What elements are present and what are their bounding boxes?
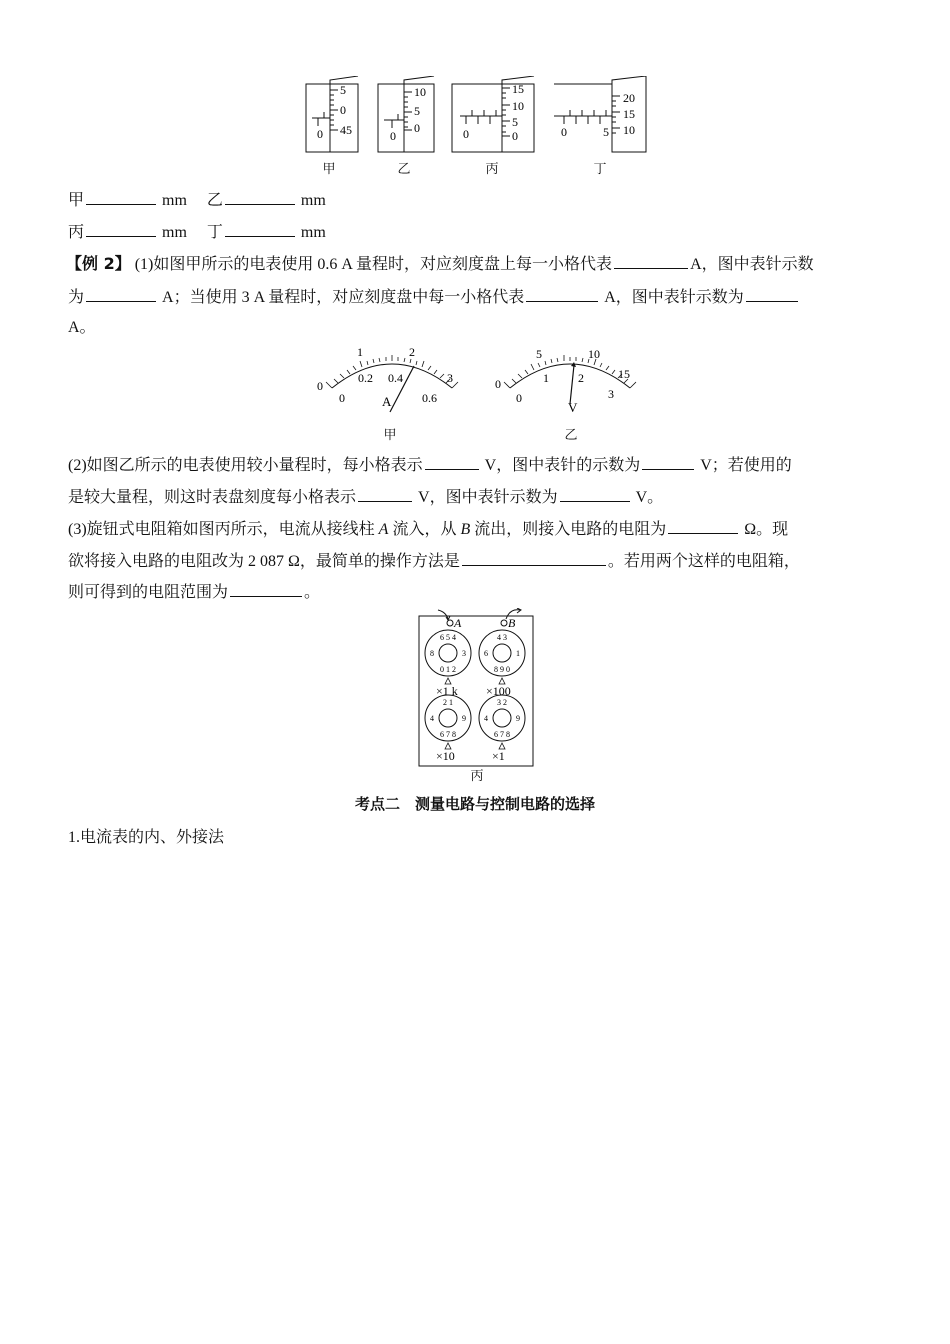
voltmeter-dial (495, 347, 636, 415)
bing-thimble-0: 15 (512, 82, 524, 96)
svg-text:0 1 2: 0 1 2 (440, 665, 456, 674)
q1-text-c: 为 (68, 289, 85, 306)
caption-bing: 丙 (485, 161, 499, 176)
dial-x1[interactable] (479, 695, 525, 741)
svg-text:9: 9 (516, 714, 520, 723)
blank-q1-per-division-06[interactable] (614, 254, 688, 269)
unit-ding: mm (300, 224, 326, 241)
q1-text-a: (1)如图甲所示的电表使用 0.6 A 量程时，对应刻度盘上每一小格代表 (134, 256, 613, 273)
jia-thimble-2: 45 (340, 123, 352, 137)
q3-text-b: 流入，从 (392, 521, 457, 538)
bing-thimble-3: 0 (512, 129, 518, 143)
q2-text-a: (2)如图乙所示的电表使用较小量程时，每小格表示 (68, 457, 423, 474)
bing-thimble-2: 5 (512, 115, 518, 129)
svg-text:6 7 8: 6 7 8 (494, 730, 510, 739)
meter-figures (312, 340, 652, 442)
svg-text:3: 3 (462, 649, 466, 658)
terminal-b-label: B (508, 616, 516, 630)
svg-text:6: 6 (484, 649, 488, 658)
q2-text-b: V，图中表针的示数为 (484, 457, 641, 474)
q3-text-d: Ω。现 (744, 521, 789, 538)
ding-main-0: 0 (561, 125, 567, 139)
q2-text-d: 是较大量程，则这时表盘刻度每小格表示 (68, 489, 357, 506)
q1-text-d: A；当使用 3 A 量程时，对应刻度盘中每一小格代表 (162, 289, 525, 306)
ammeter-upper-0: 0 (317, 379, 323, 393)
ding-thimble-0: 20 (623, 91, 635, 105)
caption-jia: 甲 (322, 161, 336, 176)
q1-text-b: A，图中表针示数 (690, 256, 814, 273)
answer-row-1 (68, 190, 326, 211)
multiplier-x1: ×1 (492, 749, 505, 763)
item-1: 1.电流表的内、外接法 (68, 829, 225, 846)
section-heading: 考点二 测量电路与控制电路的选择 (354, 795, 595, 813)
ammeter-lower-2: 0.4 (388, 371, 403, 385)
ammeter-upper-1: 1 (357, 345, 363, 359)
blank-q2-per-division-large[interactable] (358, 487, 412, 502)
q3-line-3 (68, 582, 320, 603)
voltmeter-lower-3: 3 (608, 387, 614, 401)
ammeter-lower-3: 0.6 (422, 391, 437, 405)
yi-thimble-1: 5 (414, 104, 420, 118)
micrometer-jia (306, 76, 358, 152)
terminal-a-label: A (454, 616, 462, 630)
q3-text-h: 。 (304, 584, 321, 601)
multiplier-x10: ×10 (436, 749, 455, 763)
voltmeter-upper-0: 0 (495, 377, 501, 391)
blank-q3-method[interactable] (462, 551, 606, 566)
bing-main-zero: 0 (463, 127, 469, 141)
svg-text:3 2: 3 2 (497, 698, 507, 707)
unit-bing: mm (162, 224, 187, 241)
ammeter-upper-3: 3 (447, 371, 453, 385)
voltmeter-lower-0: 0 (516, 391, 522, 405)
svg-text:8 9 0: 8 9 0 (494, 665, 510, 674)
multiplier-x100: ×100 (486, 684, 511, 698)
example-tag: 【例 2】 (66, 254, 131, 273)
q3-text-c: 流出，则接入电路的电阻为 (474, 521, 667, 538)
q1-line-2 (68, 287, 800, 308)
dial-x10[interactable] (425, 695, 471, 741)
blank-q3-range[interactable] (230, 582, 302, 597)
q1-text-e: A，图中表针示数为 (604, 289, 744, 306)
voltmeter-lower-2: 2 (578, 371, 584, 385)
micrometer-yi (378, 76, 434, 152)
voltmeter-upper-3: 15 (618, 367, 630, 381)
q3-line-2 (68, 551, 800, 572)
blank-q3-resistance[interactable] (668, 519, 738, 534)
q3-text-a: (3)旋钮式电阻箱如图丙所示，电流从接线柱 (68, 521, 375, 538)
svg-text:4 3: 4 3 (497, 633, 507, 642)
micrometer-bing (452, 76, 534, 152)
q2-text-c: V；若使用的 (700, 457, 792, 474)
resistance-box (416, 608, 538, 784)
yi-thimble-2: 0 (414, 121, 420, 135)
label-ding: 丁 (206, 224, 223, 241)
jia-main-zero: 0 (317, 127, 323, 141)
q3-terminal-b: B (460, 521, 471, 538)
dial-x1k[interactable] (425, 630, 471, 676)
voltmeter-symbol: V (568, 400, 578, 415)
ammeter-upper-2: 2 (409, 345, 415, 359)
voltmeter-upper-1: 5 (536, 347, 542, 361)
micrometer-ding (554, 76, 646, 152)
multiplier-x1k: ×1 k (436, 684, 458, 698)
blank-q1-reading-06[interactable] (86, 287, 156, 302)
blank-q2-per-division-small[interactable] (425, 455, 479, 470)
voltmeter-lower-1: 1 (543, 371, 549, 385)
voltmeter-upper-2: 10 (588, 347, 600, 361)
svg-text:2 1: 2 1 (443, 698, 453, 707)
blank-q2-reading-small[interactable] (642, 455, 694, 470)
ding-main-5: 5 (603, 125, 609, 139)
caption-voltmeter: 乙 (564, 427, 578, 442)
svg-text:4: 4 (430, 714, 434, 723)
svg-text:9: 9 (462, 714, 466, 723)
svg-text:1: 1 (516, 649, 520, 658)
yi-main-zero: 0 (390, 129, 396, 143)
ding-thimble-1: 15 (623, 107, 635, 121)
ammeter-symbol: A (382, 394, 392, 409)
caption-ding: 丁 (593, 161, 607, 176)
ammeter-lower-1: 0.2 (358, 371, 373, 385)
q3-line-1 (68, 519, 788, 540)
q3-terminal-a: A (378, 521, 389, 538)
svg-text:8: 8 (430, 649, 434, 658)
caption-yi: 乙 (397, 161, 411, 176)
jia-thimble-0: 5 (340, 83, 346, 97)
q1-line-1 (66, 254, 814, 275)
label-bing: 丙 (68, 224, 85, 241)
bing-thimble-1: 10 (512, 99, 524, 113)
blank-q2-reading-large[interactable] (560, 487, 630, 502)
q3-text-f: 。若用两个这样的电阻箱， (607, 553, 800, 570)
blank-ding[interactable] (225, 222, 295, 237)
q2-text-f: V。 (635, 489, 664, 506)
unit-jia: mm (162, 192, 187, 209)
caption-ammeter: 甲 (383, 427, 397, 442)
svg-text:6 7 8: 6 7 8 (440, 730, 456, 739)
q3-text-e: 欲将接入电路的电阻改为 2 087 Ω，最简单的操作方法是 (68, 553, 460, 570)
blank-q1-reading-3[interactable] (746, 287, 798, 302)
ding-thimble-2: 10 (623, 123, 635, 137)
q2-line-2 (68, 487, 663, 508)
blank-yi[interactable] (225, 190, 295, 205)
yi-thimble-0: 10 (414, 85, 426, 99)
micrometer-figures (300, 76, 650, 160)
dial-x100[interactable] (479, 630, 525, 676)
q2-line-1 (68, 455, 792, 476)
label-jia: 甲 (68, 192, 85, 209)
q3-text-g: 则可得到的电阻范围为 (68, 584, 229, 601)
answer-row-2 (68, 222, 326, 243)
svg-text:4: 4 (484, 714, 488, 723)
blank-q1-per-division-3[interactable] (526, 287, 598, 302)
label-yi: 乙 (206, 192, 223, 209)
blank-jia[interactable] (86, 190, 156, 205)
q1-line-3: A。 (68, 319, 96, 336)
ammeter-dial (317, 345, 458, 412)
jia-thimble-1: 0 (340, 103, 346, 117)
unit-yi: mm (300, 192, 326, 209)
ammeter-lower-0: 0 (339, 391, 345, 405)
svg-text:6 5 4: 6 5 4 (440, 633, 456, 642)
caption-resistance-box: 丙 (470, 768, 484, 783)
blank-bing[interactable] (86, 222, 156, 237)
q2-text-e: V，图中表针示数为 (418, 489, 558, 506)
